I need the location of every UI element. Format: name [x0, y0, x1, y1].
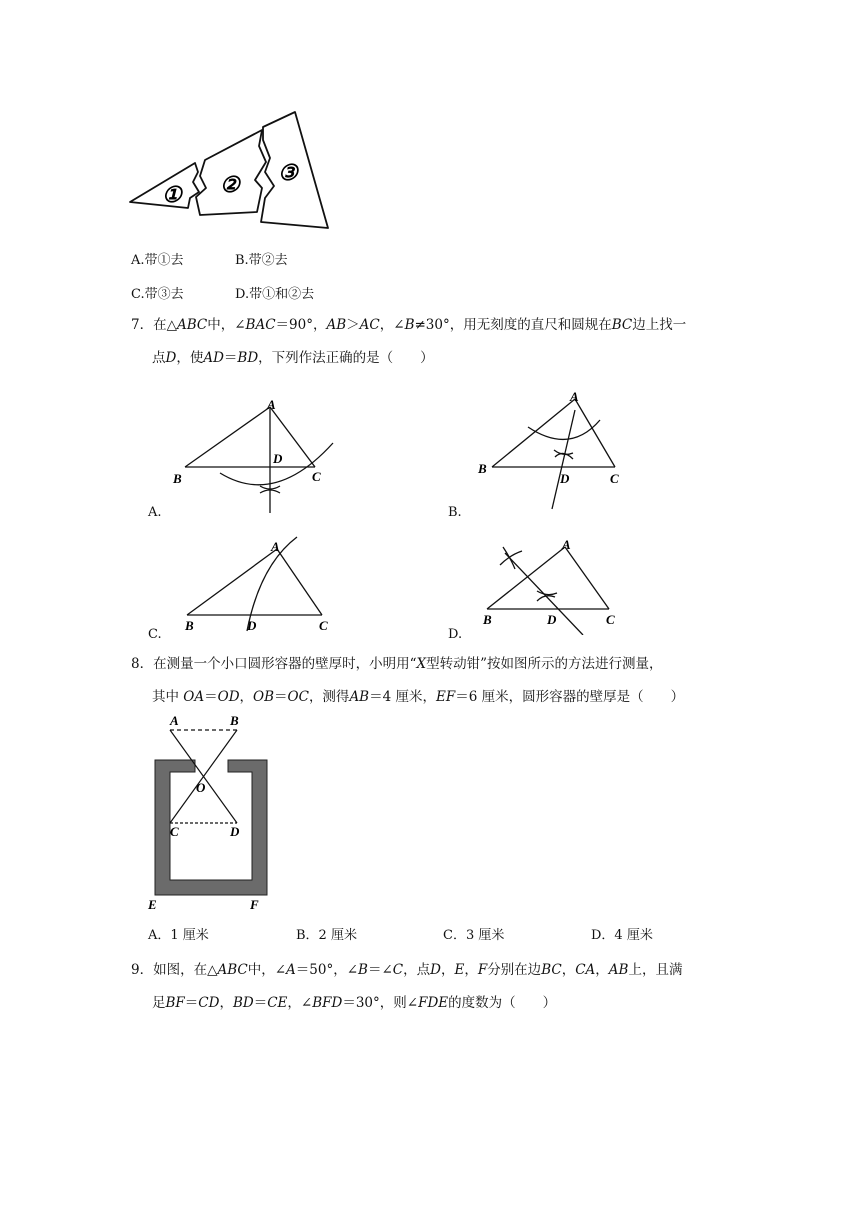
q7-option-a-label: A.	[148, 505, 162, 520]
q8-option-d: D．4 厘米	[591, 928, 653, 943]
q8-option-b: B．2 厘米	[296, 928, 357, 943]
q7-figure-d	[475, 535, 650, 635]
q8-label-c: C	[170, 824, 179, 839]
q8-caliper-figure	[140, 710, 280, 915]
q6-option-d: D.带①和②去	[235, 287, 315, 302]
piece-label-2: ②	[220, 172, 240, 197]
q8-label-e: E	[148, 897, 157, 912]
q8-stem-line2: 其中 OA＝OD，OB＝OC，测得AB＝4 厘米，EF＝6 厘米，圆形容器的壁厚是（ ）	[152, 689, 685, 705]
q9-stem-line1: 9．如图，在△ABC中，∠A＝50°，∠B＝∠C，点D，E，F分别在边BC，CA，AB上，且满	[131, 962, 683, 978]
q8-label-o: O	[196, 780, 206, 795]
piece-label-3: ③	[278, 160, 298, 185]
q9-stem-line2: 足BF＝CD，BD＝CE，∠BFD＝30°，则∠FDE的度数为（ ）	[152, 995, 557, 1011]
q7d-label-c: C	[606, 612, 615, 627]
q7a-label-c: C	[312, 469, 321, 484]
q8-option-a: A．1 厘米	[148, 928, 209, 943]
q7-figure-a	[165, 395, 345, 520]
q7c-label-d: D	[247, 618, 257, 633]
q7d-label-d: D	[547, 612, 557, 627]
q7a-label-b: B	[173, 471, 182, 486]
q7-option-d-label: D.	[448, 627, 463, 642]
q7-stem-line1: 7．在△ABC中，∠BAC＝90°，AB＞AC，∠B≠30°，用无刻度的直尺和圆规在BC边上找一	[131, 317, 687, 333]
q7d-label-b: B	[483, 612, 492, 627]
q7b-label-d: D	[560, 471, 570, 486]
q7c-label-b: B	[185, 618, 194, 633]
q7b-label-c: C	[610, 471, 619, 486]
q8-label-f: F	[250, 897, 259, 912]
q6-option-b: B.带②去	[235, 253, 288, 268]
q7-figure-b	[470, 385, 650, 515]
q7c-label-a: A	[271, 539, 280, 554]
q6-option-a: A.带①去	[131, 253, 184, 268]
q8-label-d: D	[230, 824, 240, 839]
q7-stem-line2: 点D，使AD＝BD，下列作法正确的是（ ）	[152, 350, 434, 366]
broken-glass-figure	[120, 100, 340, 235]
q7c-label-c: C	[319, 618, 328, 633]
q7-figure-c	[175, 535, 345, 635]
q8-label-b: B	[230, 713, 239, 728]
piece-label-1: ①	[162, 182, 182, 207]
q7a-label-d: D	[273, 451, 283, 466]
q8-label-a: A	[170, 713, 179, 728]
q7a-label-a: A	[267, 397, 276, 412]
q8-option-c: C．3 厘米	[443, 928, 505, 943]
q7-option-b-label: B.	[448, 505, 462, 520]
q7b-label-b: B	[478, 461, 487, 476]
q7b-label-a: A	[570, 389, 579, 404]
q7-option-c-label: C.	[148, 627, 162, 642]
q7d-label-a: A	[562, 537, 571, 552]
q8-stem-line1: 8．在测量一个小口圆形容器的壁厚时，小明用“X型转动钳”按如图所示的方法进行测量，	[131, 656, 663, 672]
q6-option-c: C.带③去	[131, 287, 184, 302]
